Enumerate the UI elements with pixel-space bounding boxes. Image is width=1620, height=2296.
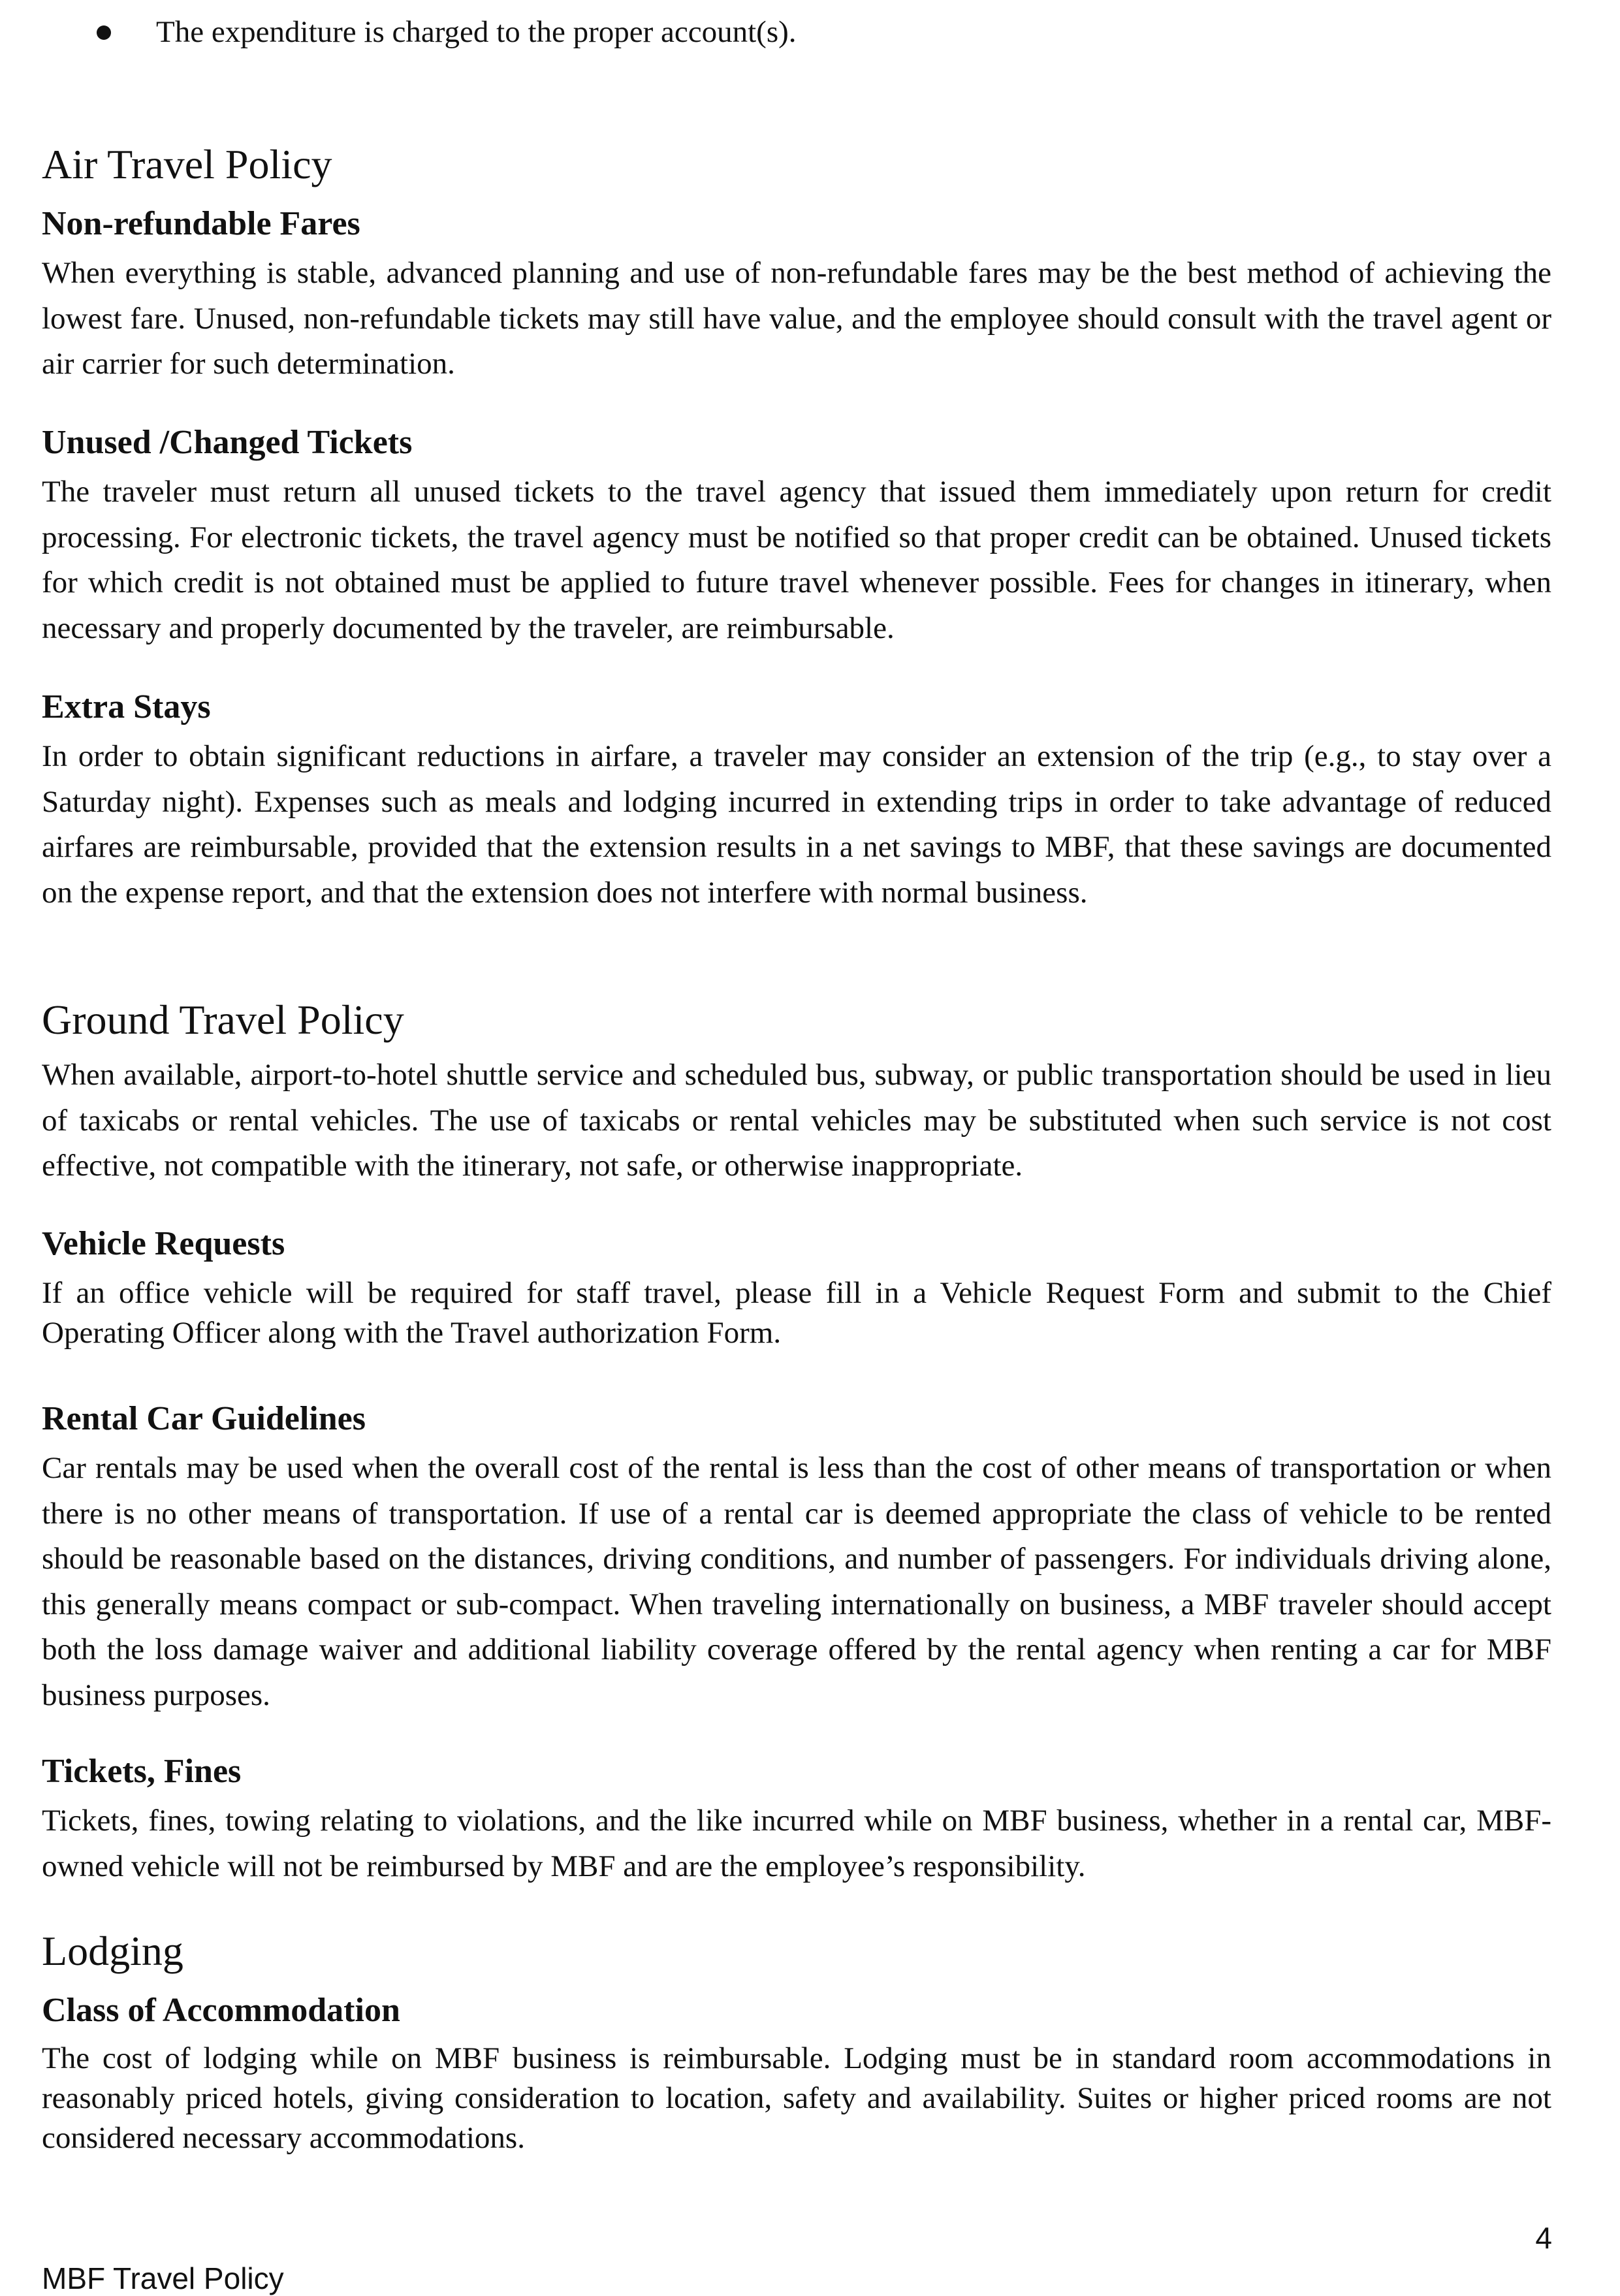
- paragraph-vehicle-requests: If an office vehicle will be required for staff travel, please fill in a Vehicle Request Form and submit to the Chief Operating Officer along with the Travel authorization Form.: [42, 1276, 1551, 1350]
- paragraph-rental-car-guidelines: Car rentals may be used when the overall cost of the rental is less than the cost of other means of transportation or when there is no other means of transportation. If use of a rental car is deemed appropriate the class of vehicle to be rented should be reasonable based on the distances, driving conditions, and number of passengers. For individuals driving alone, this generally means compact or sub-compact. When traveling internationally on business, a MBF traveler should accept both the loss damage waiver and additional liability coverage offered by the rental agency when renting a car for MBF business purposes.: [42, 1451, 1551, 1712]
- subheading-extra-stays: Extra Stays: [42, 688, 211, 725]
- subheading-class-of-accommodation: Class of Accommodation: [42, 1992, 400, 2029]
- section-heading-lodging: Lodging: [42, 1928, 183, 1974]
- subheading-nonrefundable-fares: Non-refundable Fares: [42, 205, 360, 242]
- paragraph-extra-stays: In order to obtain significant reductions in airfare, a traveler may consider an extension of the trip (e.g., to stay over a Saturday night). Expenses such as meals and lodging incurred in extending trips in order to take advantage of reduced airfares are reimbursable, provided that the extension results in a net savings to MBF, that these savings are documented on the expense report, and that the extension does not interfere with normal business.: [42, 739, 1551, 910]
- section-heading-ground-travel: Ground Travel Policy: [42, 997, 404, 1043]
- subheading-rental-car-guidelines: Rental Car Guidelines: [42, 1400, 366, 1437]
- subheading-vehicle-requests: Vehicle Requests: [42, 1225, 285, 1262]
- paragraph-ground-travel: When available, airport-to-hotel shuttle service and scheduled bus, subway, or public transportation should be used in lieu of taxicabs or rental vehicles. The use of taxicabs or rental vehicles may be substituted when such service is not cost effective, not compatible with the itinerary, not safe, or otherwise inappropriate.: [42, 1058, 1551, 1183]
- subheading-unused-tickets: Unused /Changed Tickets: [42, 424, 413, 461]
- bullet-icon: [97, 25, 111, 40]
- section-heading-air-travel: Air Travel Policy: [42, 141, 332, 187]
- intro-bullet-text: The expenditure is charged to the proper account(s).: [156, 15, 797, 49]
- page-number: 4: [1535, 2221, 1552, 2255]
- footer-title: MBF Travel Policy: [42, 2261, 284, 2295]
- paragraph-tickets-fines: Tickets, fines, towing relating to violations, and the like incurred while on MBF business, whether in a rental car, MBF-owned vehicle will not be reimbursed by MBF and are the employee’s responsibility.: [42, 1804, 1551, 1883]
- paragraph-class-of-accommodation: The cost of lodging while on MBF business is reimbursable. Lodging must be in standard room accommodations in reasonably priced hotels, giving consideration to location, safety and availability. Suites or higher priced rooms are not considered necessary accommodations.: [42, 2041, 1551, 2155]
- paragraph-nonrefundable-fares: When everything is stable, advanced planning and use of non-refundable fares may be the best method of achieving the lowest fare. Unused, non-refundable tickets may still have value, and the employee should consult with the travel agent or air carrier for such determination.: [42, 256, 1551, 381]
- paragraph-unused-tickets: The traveler must return all unused tickets to the travel agency that issued them immediately upon return for credit processing. For electronic tickets, the travel agency must be notified so that proper credit can be obtained. Unused tickets for which credit is not obtained must be applied to future travel whenever possible. Fees for changes in itinerary, when necessary and properly documented by the traveler, are reimbursable.: [42, 475, 1551, 645]
- subheading-tickets-fines: Tickets, Fines: [42, 1753, 242, 1790]
